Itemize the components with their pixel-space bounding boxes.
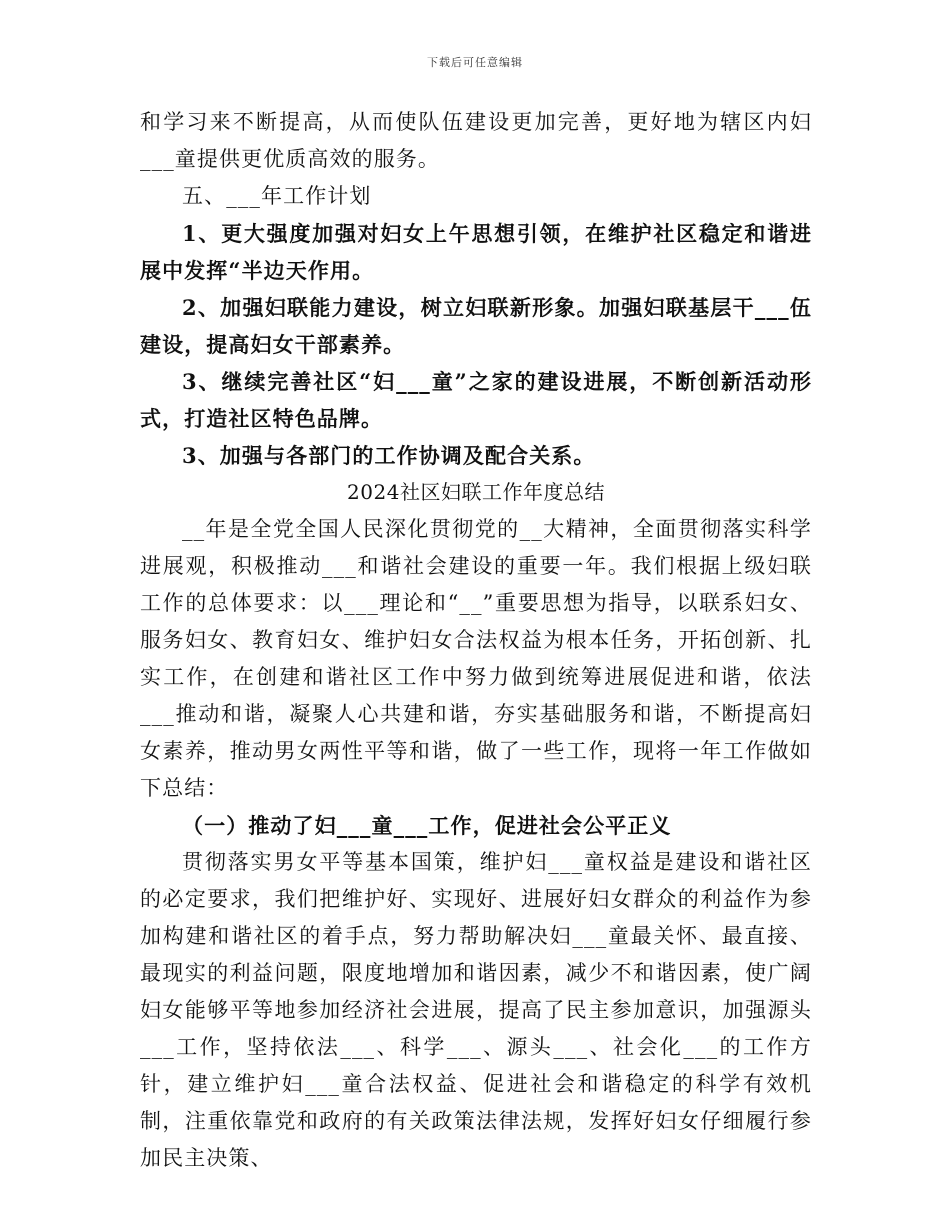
plan-item-3: 3、继续完善社区“妇___童”之家的建设进展，不断创新活动形式，打造社区特色品牌。 [140, 369, 812, 431]
section-heading-work-plan: 五、___年工作计划 [182, 184, 372, 208]
paragraph-continuation: 和学习来不断提高，从而使队伍建设更加完善，更好地为辖区内妇___童提供更优质高效的服务。 [140, 110, 812, 171]
document-body [140, 104, 812, 1177]
body-paragraph: 贯彻落实男女平等基本国策，维护妇___童权益是建设和谐社区的必定要求，我们把维护好、实现好、进展好妇女群众的利益作为参加构建和谐社区的着手点，努力帮助解决妇___童最关怀、最直接、最现实的利益问题，限度地增加和谐因素，减少不和谐因素，使广阔妇女能够平等地参加经济社会进展，提高了民主参加意识，加强源头___工作，坚持依法___、科学___、源头___、社会化___的工作方针，建立维护妇___童合法权益、促进社会和谐稳定的科学有效机制，注重依靠党和政府的有关政策法律法规，发挥好妇女仔细履行参加民主决策、 [140, 850, 812, 1170]
plan-item-1: 1、更大强度加强对妇女上午思想引领，在维护社区稳定和谐进展中发挥“半边天作用。 [140, 221, 812, 283]
subsection-heading-1: （一）推动了妇___童___工作，促进社会公平正义 [182, 813, 672, 838]
intro-paragraph: __年是全党全国人民深化贯彻党的__大精神，全面贯彻落实科学进展观，积极推动___和谐社会建设的重要一年。我们根据上级妇联工作的总体要求：以___理论和“__”重要思想为指导，以联系妇女、服务妇女、教育妇女、维护妇女合法权益为根本任务，开拓创新、扎实工作，在创建和谐社区工作中努力做到统筹进展促进和谐，依法___推动和谐，凝聚人心共建和谐，夯实基础服务和谐，不断提高妇女素养，推动男女两性平等和谐，做了一些工作，现将一年工作做如下总结： [140, 517, 812, 800]
plan-item-2: 2、加强妇联能力建设，树立妇联新形象。加强妇联基层干___伍建设，提高妇女干部素养。 [140, 295, 812, 357]
plan-item-4: 3、加强与各部门的工作协调及配合关系。 [182, 443, 596, 468]
page-header: 下载后可任意编辑 [427, 56, 523, 69]
document-title: 2024社区妇联工作年度总结 [347, 480, 605, 504]
